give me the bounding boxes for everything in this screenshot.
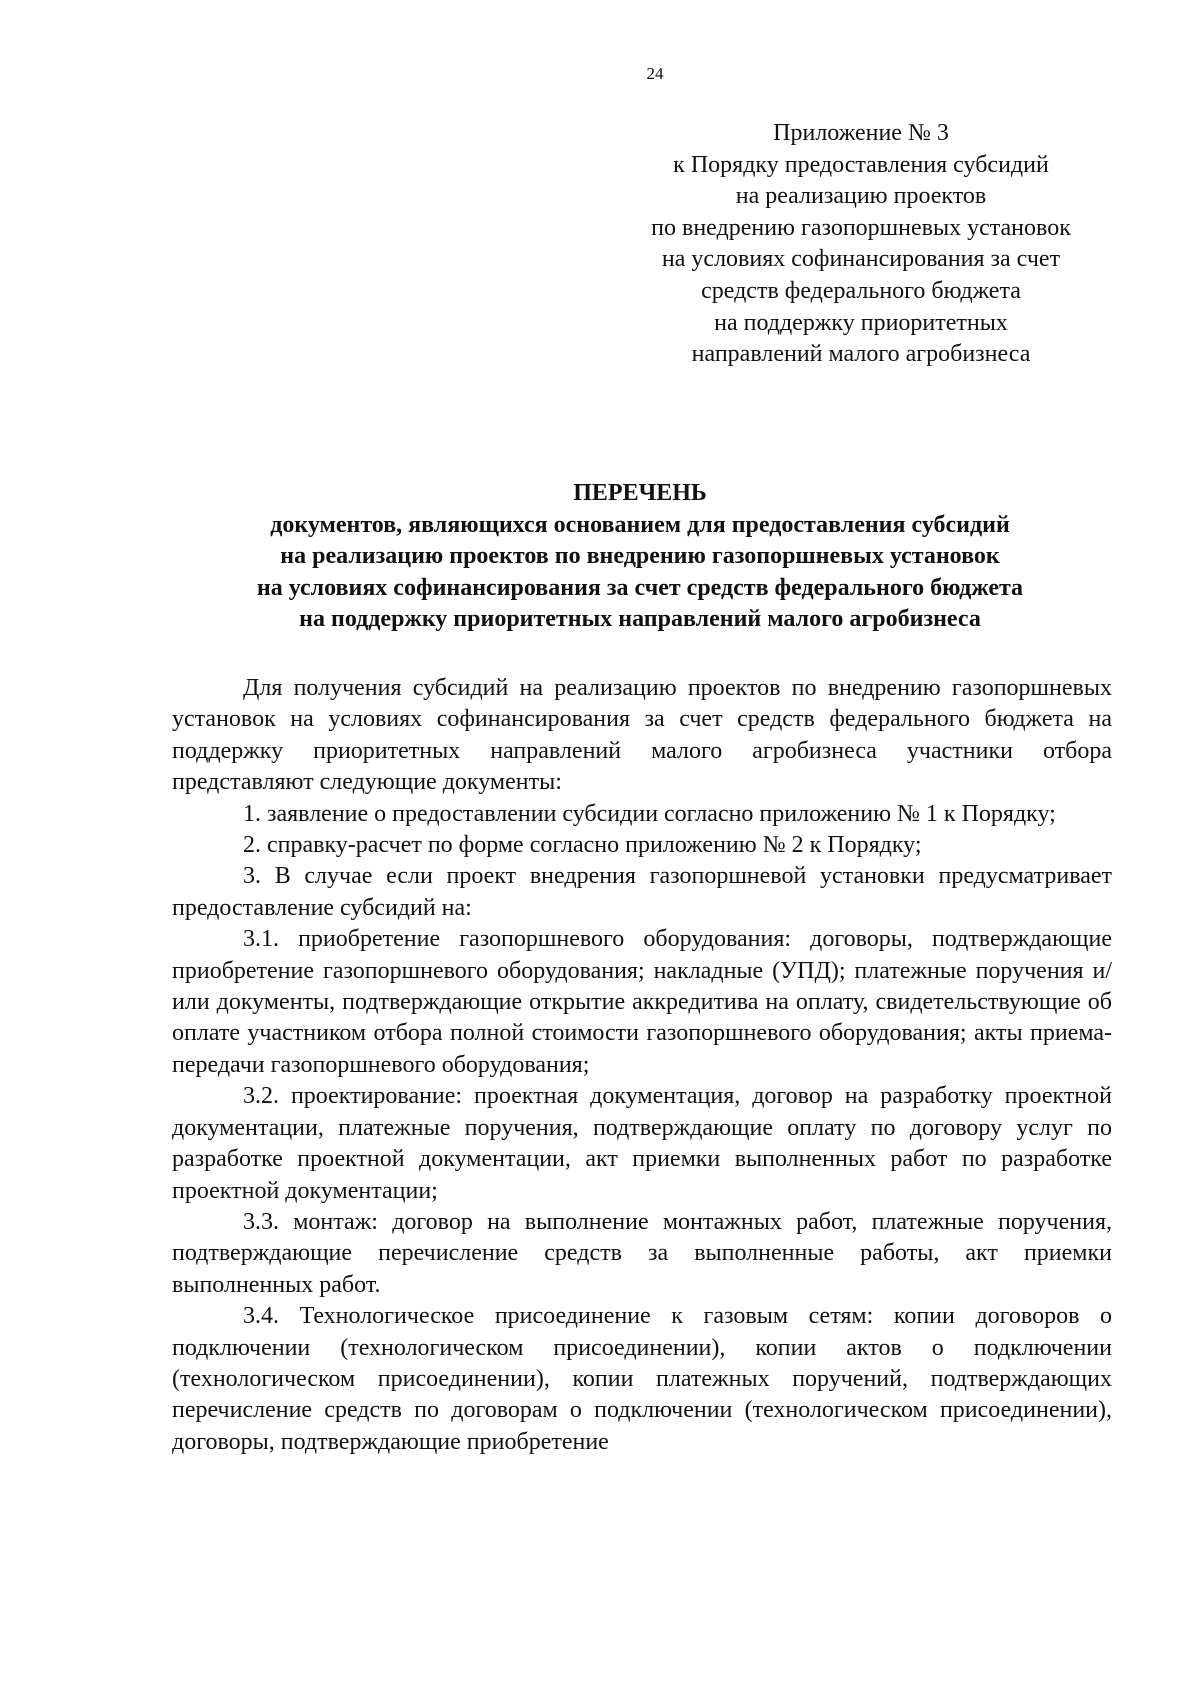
title-line: документов, являющихся основанием для предоставления субсидий [270, 511, 1010, 538]
body-paragraph-item-3: 3. В случае если проект внедрения газопоршневой установки предусматривает предоставление субсидий на: [172, 863, 1112, 921]
appendix-reference [612, 118, 1110, 371]
appendix-line: направлений малого агробизнеса [691, 341, 1031, 368]
appendix-line: на реализацию проектов [735, 183, 987, 210]
title-line: на реализацию проектов по внедрению газопоршневых установок [280, 543, 1000, 570]
page-number: 24 [646, 64, 664, 83]
appendix-line: средств федерального бюджета [701, 277, 1021, 304]
body-paragraph-item-3-1: 3.1. приобретение газопоршневого оборудования: договоры, подтверждающие приобретение газопоршневого оборудования; накладные (УПД); платежные поручения и/или документы, подтверждающие открытие аккредитива на оплату, свидетельствующие об оплате участником отбора полной стоимости газопоршневого оборудования; акты приема-передачи газопоршневого оборудования; [172, 926, 1112, 1078]
appendix-line: по внедрению газопоршневых установок [651, 214, 1071, 241]
document-title [168, 478, 1112, 636]
body-paragraph-item-2: 2. справку-расчет по форме согласно приложению № 2 к Порядку; [243, 832, 922, 859]
body-paragraph-item-3-3: 3.3. монтаж: договор на выполнение монтажных работ, платежные поручения, подтверждающие перечисление средств за выполненные работы, акт приемки выполненных работ. [172, 1208, 1112, 1298]
appendix-line: к Порядку предоставления субсидий [673, 151, 1049, 178]
body-paragraph-item-3-4: 3.4. Технологическое присоединение к газовым сетям: копии договоров о подключении (технологическом присоединении), копии актов о подключении (технологическом присоединении), копии платежных поручений, подтверждающих перечисление средств по договорам о подключении (технологическом присоединении), договоры, подтверждающие приобретение [172, 1303, 1112, 1455]
title-line: на условиях софинансирования за счет средств федерального бюджета [256, 574, 1024, 601]
appendix-line: на поддержку приоритетных [714, 309, 1008, 336]
appendix-line: на условиях софинансирования за счет [661, 246, 1061, 273]
title-line: на поддержку приоритетных направлений малого агробизнеса [299, 606, 981, 633]
document-body [172, 673, 1112, 1458]
body-paragraph-intro: Для получения субсидий на реализацию проектов по внедрению газопоршневых установок на условиях софинансирования за счет средств федерального бюджета на поддержку приоритетных направлений малого агробизнеса участники отбора представляют следующие документы: [172, 675, 1112, 796]
body-paragraph-item-3-2: 3.2. проектирование: проектная документация, договор на разработку проектной документации, платежные поручения, подтверждающие оплату по договору услуг по разработке проектной документации, акт приемки выполненных работ по разработке проектной документации; [172, 1083, 1112, 1204]
body-paragraph-item-1: 1. заявление о предоставлении субсидии согласно приложению № 1 к Порядку; [243, 800, 1056, 827]
appendix-line: Приложение № 3 [773, 120, 949, 146]
title-heading: ПЕРЕЧЕНЬ [573, 480, 707, 506]
